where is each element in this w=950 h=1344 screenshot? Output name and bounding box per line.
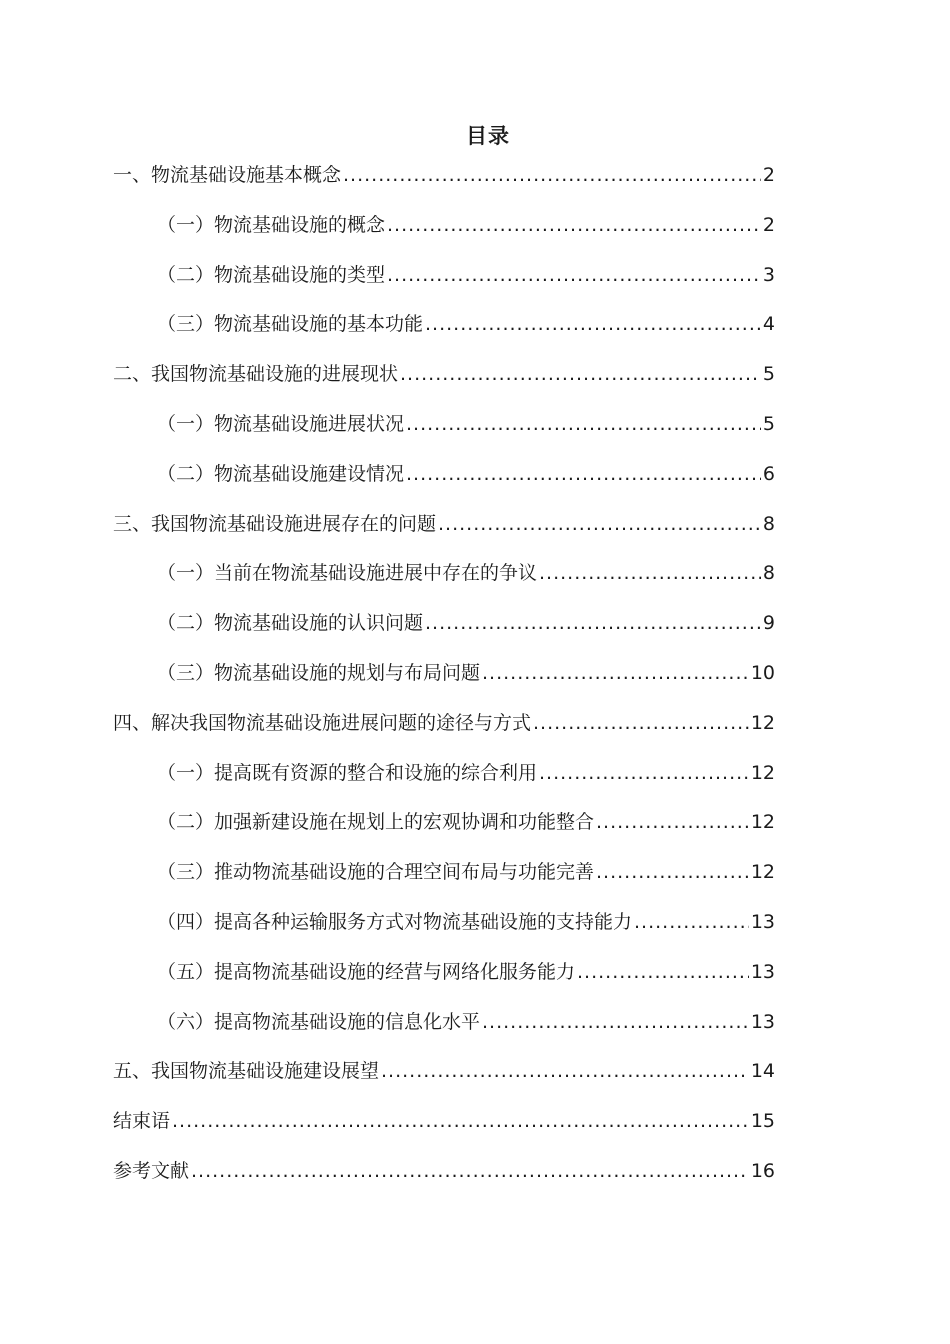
toc-page-number: 13 xyxy=(750,960,775,983)
toc-dot-leader xyxy=(172,1106,749,1136)
toc-page-number: 4 xyxy=(762,313,775,336)
toc-entry-label: 参考文献 xyxy=(113,1159,190,1182)
toc-page-number: 13 xyxy=(750,910,775,933)
toc-page-number: 12 xyxy=(750,761,775,784)
toc-entry[interactable] xyxy=(113,309,775,359)
toc-entry[interactable] xyxy=(113,708,775,758)
toc-entry-label: （二）物流基础设施的类型 xyxy=(157,263,386,286)
toc-entry[interactable] xyxy=(113,409,775,459)
toc-page-number: 2 xyxy=(762,164,775,186)
toc-entry-label: 一、物流基础设施基本概念 xyxy=(113,164,342,186)
toc-entry[interactable] xyxy=(113,210,775,260)
toc-dot-leader xyxy=(577,957,749,987)
toc-entry-label: （三）推动物流基础设施的合理空间布局与功能完善 xyxy=(157,861,595,884)
toc-entry-label: （五）提高物流基础设施的经营与网络化服务能力 xyxy=(157,960,576,983)
toc-dot-leader xyxy=(438,509,761,539)
toc-dot-leader xyxy=(400,359,761,389)
toc-dot-leader xyxy=(406,459,761,489)
toc-entry[interactable] xyxy=(113,558,775,608)
toc-entry-label: （一）当前在物流基础设施进展中存在的争议 xyxy=(157,562,538,585)
toc-dot-leader xyxy=(343,160,761,190)
toc-page-number: 3 xyxy=(762,263,775,286)
toc-page-number: 6 xyxy=(762,462,775,485)
toc-dot-leader xyxy=(381,1056,749,1086)
toc-page-number: 12 xyxy=(750,811,775,834)
table-of-contents xyxy=(113,160,775,1206)
toc-entry-label: （二）物流基础设施的认识问题 xyxy=(157,612,424,635)
toc-page-number: 2 xyxy=(762,213,775,236)
toc-page-number: 15 xyxy=(750,1110,775,1133)
toc-title: 目录 xyxy=(466,124,510,148)
toc-dot-leader xyxy=(596,807,749,837)
toc-entry-label: 结束语 xyxy=(113,1110,171,1133)
toc-dot-leader xyxy=(482,1007,749,1037)
toc-dot-leader xyxy=(406,409,761,439)
toc-page-number: 14 xyxy=(750,1060,775,1083)
toc-entry-label: （一）物流基础设施进展状况 xyxy=(157,412,405,435)
toc-entry[interactable] xyxy=(113,509,775,559)
toc-entry-label: （一）提高既有资源的整合和设施的综合利用 xyxy=(157,761,538,784)
toc-entry-label: （六）提高物流基础设施的信息化水平 xyxy=(157,1010,481,1033)
toc-entry[interactable] xyxy=(113,658,775,708)
toc-entry-label: （三）物流基础设施的规划与布局问题 xyxy=(157,661,481,684)
toc-entry-label: （三）物流基础设施的基本功能 xyxy=(157,313,424,336)
toc-entry[interactable] xyxy=(113,260,775,310)
toc-entry[interactable] xyxy=(113,1106,775,1156)
toc-entry-label: （二）物流基础设施建设情况 xyxy=(157,462,405,485)
toc-page-number: 16 xyxy=(750,1159,775,1182)
toc-entry-label: 五、我国物流基础设施建设展望 xyxy=(113,1060,380,1083)
toc-page-number: 5 xyxy=(762,363,775,386)
toc-dot-leader xyxy=(191,1156,749,1186)
toc-entry[interactable] xyxy=(113,907,775,957)
toc-entry[interactable] xyxy=(113,459,775,509)
toc-dot-leader xyxy=(425,608,761,638)
toc-entry-label: 四、解决我国物流基础设施进展问题的途径与方式 xyxy=(113,711,532,734)
toc-dot-leader xyxy=(596,857,749,887)
toc-dot-leader xyxy=(634,907,749,937)
toc-page-number: 13 xyxy=(750,1010,775,1033)
toc-entry-label: 三、我国物流基础设施进展存在的问题 xyxy=(113,512,437,535)
toc-dot-leader xyxy=(425,309,761,339)
toc-entry[interactable] xyxy=(113,1007,775,1057)
toc-entry[interactable] xyxy=(113,160,775,210)
toc-dot-leader xyxy=(387,260,761,290)
toc-page-number: 9 xyxy=(762,612,775,635)
toc-page-number: 12 xyxy=(750,711,775,734)
toc-entry-label: （一）物流基础设施的概念 xyxy=(157,213,386,236)
toc-dot-leader xyxy=(387,210,761,240)
toc-entry[interactable] xyxy=(113,758,775,808)
toc-dot-leader xyxy=(482,658,749,688)
toc-page-number: 12 xyxy=(750,861,775,884)
toc-dot-leader xyxy=(539,758,749,788)
toc-entry[interactable] xyxy=(113,359,775,409)
toc-entry-label: （二）加强新建设施在规划上的宏观协调和功能整合 xyxy=(157,811,595,834)
toc-entry[interactable] xyxy=(113,857,775,907)
toc-page-number: 8 xyxy=(762,512,775,535)
toc-entry[interactable] xyxy=(113,1156,775,1206)
toc-dot-leader xyxy=(533,708,749,738)
toc-entry[interactable] xyxy=(113,957,775,1007)
toc-entry-label: （四）提高各种运输服务方式对物流基础设施的支持能力 xyxy=(157,910,633,933)
toc-page-number: 10 xyxy=(750,661,775,684)
toc-dot-leader xyxy=(539,558,761,588)
toc-page-number: 8 xyxy=(762,562,775,585)
toc-entry[interactable] xyxy=(113,1056,775,1106)
toc-entry[interactable] xyxy=(113,608,775,658)
toc-entry-label: 二、我国物流基础设施的进展现状 xyxy=(113,363,399,386)
toc-page-number: 5 xyxy=(762,412,775,435)
toc-entry[interactable] xyxy=(113,807,775,857)
